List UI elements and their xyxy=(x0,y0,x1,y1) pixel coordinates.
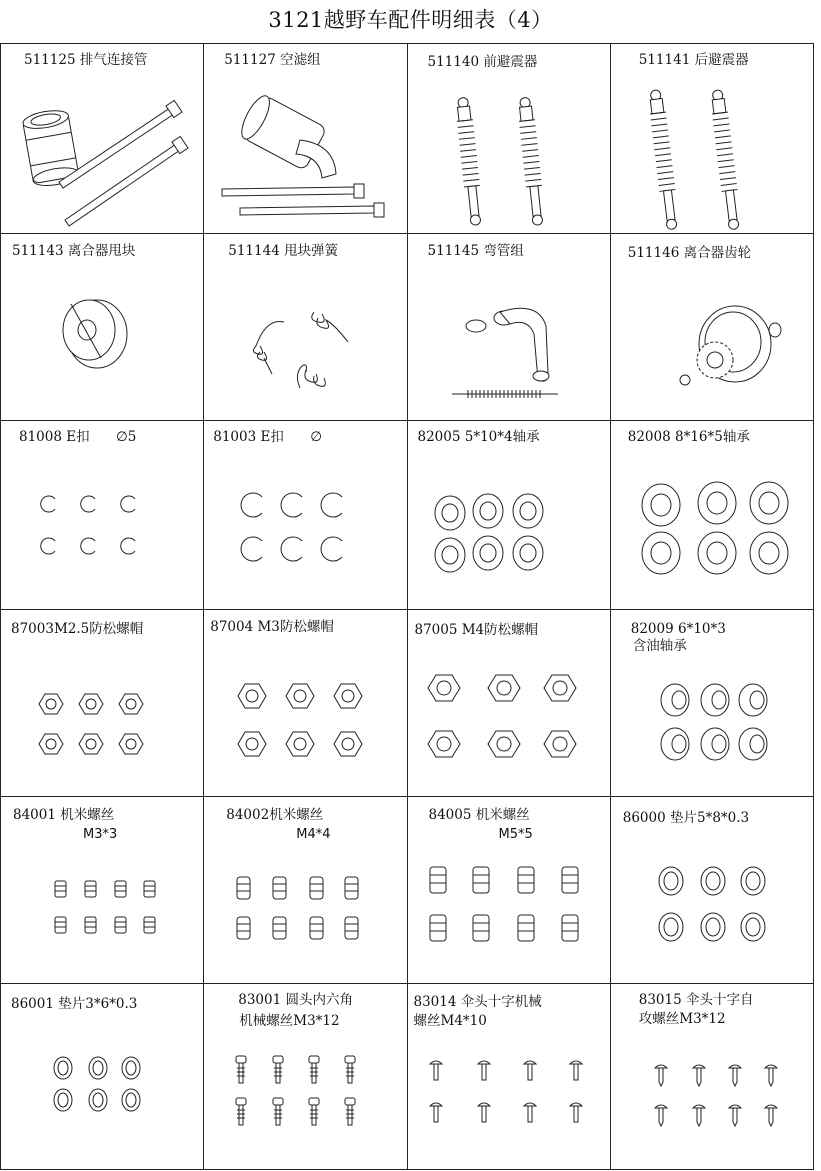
part-cell-84005 xyxy=(407,797,610,984)
bend-pipe-icon xyxy=(408,234,604,421)
part-cell-83015 xyxy=(610,984,813,1170)
part-label: 87004 M3防松螺帽 xyxy=(210,619,334,635)
lock-nut-icon xyxy=(1,610,197,797)
part-cell-511145 xyxy=(407,234,610,421)
clutch-spring-icon xyxy=(204,234,400,421)
set-screw-icon xyxy=(408,797,604,984)
part-sublabel: ∅ xyxy=(310,429,323,445)
umbrella-head-screw-icon xyxy=(408,984,604,1170)
clutch-bell-icon xyxy=(611,234,821,421)
part-label: 511141 后避震器 xyxy=(638,52,749,68)
washer-icon xyxy=(1,984,197,1170)
part-sublabel: ∅5 xyxy=(116,429,137,445)
part-label: 511146 离合器齿轮 xyxy=(627,245,752,261)
part-label: 84002机米螺丝 xyxy=(226,807,324,823)
part-cell-81003 xyxy=(204,421,407,610)
part-label: 82005 5*10*4轴承 xyxy=(417,429,540,445)
part-cell-511140 xyxy=(407,44,610,234)
part-label: 87003M2.5防松螺帽 xyxy=(11,621,144,637)
part-label: 87005 M4防松螺帽 xyxy=(414,622,539,638)
part-sublabel: M3*3 xyxy=(83,827,118,842)
part-label: 511140 前避震器 xyxy=(427,54,538,70)
part-sublabel: 攻螺丝M3*12 xyxy=(638,1011,726,1027)
part-label: 84001 机米螺丝 xyxy=(13,807,115,823)
lock-nut-icon xyxy=(204,610,400,797)
part-cell-82005 xyxy=(407,421,610,610)
part-cell-87004 xyxy=(204,610,407,797)
part-cell-83014 xyxy=(407,984,610,1170)
bearing-icon xyxy=(408,421,604,610)
exhaust-pipe-icon xyxy=(1,44,197,234)
part-cell-82008 xyxy=(610,421,813,610)
washer-icon xyxy=(611,797,821,984)
part-label: 511125 排气连接管 xyxy=(24,52,148,68)
part-sublabel: M5*5 xyxy=(498,827,533,842)
part-label: 86001 垫片3*6*0.3 xyxy=(11,996,138,1012)
bearing-icon xyxy=(611,421,821,610)
e-clip-icon xyxy=(204,421,400,610)
part-label: 81008 E扣 xyxy=(19,429,90,445)
e-clip-icon xyxy=(1,421,197,610)
part-cell-87003 xyxy=(1,610,204,797)
part-label: 511127 空滤组 xyxy=(224,52,321,68)
part-cell-511127 xyxy=(204,44,407,234)
part-cell-86000 xyxy=(610,797,813,984)
part-cell-87005 xyxy=(407,610,610,797)
part-sublabel: 机械螺丝M3*12 xyxy=(239,1013,340,1029)
part-label: 81003 E扣 xyxy=(213,429,284,445)
part-cell-84001 xyxy=(1,797,204,984)
part-cell-84002 xyxy=(204,797,407,984)
set-screw-icon xyxy=(204,797,400,984)
parts-table xyxy=(0,43,814,1170)
part-sublabel: 含油轴承 xyxy=(632,638,687,654)
part-cell-83001 xyxy=(204,984,407,1170)
page-title: 3121越野车配件明细表（4） xyxy=(268,8,553,32)
set-screw-icon xyxy=(1,797,197,984)
part-label: 511144 甩块弹簧 xyxy=(228,243,339,259)
part-cell-511125 xyxy=(1,44,204,234)
rear-shock-icon xyxy=(611,44,821,234)
part-label: 82009 6*10*3 xyxy=(630,621,726,637)
hex-socket-screw-icon xyxy=(204,984,400,1170)
lock-nut-icon xyxy=(408,610,604,797)
part-cell-511141 xyxy=(610,44,813,234)
part-label: 86000 垫片5*8*0.3 xyxy=(622,810,750,826)
oil-bushing-icon xyxy=(611,610,821,797)
part-label: 83001 圆头内六角 xyxy=(238,992,353,1008)
part-label: 84005 机米螺丝 xyxy=(428,807,530,823)
part-sublabel: 螺丝M4*10 xyxy=(413,1013,487,1029)
clutch-shoe-icon xyxy=(1,234,197,421)
part-cell-511146 xyxy=(610,234,813,421)
part-cell-511143 xyxy=(1,234,204,421)
part-sublabel: M4*4 xyxy=(296,827,331,842)
part-label: 511143 离合器甩块 xyxy=(12,243,136,259)
part-cell-81008 xyxy=(1,421,204,610)
part-label: 83014 伞头十字机械 xyxy=(413,994,542,1010)
part-cell-86001 xyxy=(1,984,204,1170)
part-label: 82008 8*16*5轴承 xyxy=(627,429,750,445)
part-label: 511145 弯管组 xyxy=(427,243,524,259)
front-shock-icon xyxy=(408,44,604,234)
part-cell-511144 xyxy=(204,234,407,421)
tapping-screw-icon xyxy=(611,984,821,1170)
air-filter-icon xyxy=(204,44,400,234)
part-label: 83015 伞头十字自 xyxy=(638,992,754,1008)
part-cell-82009 xyxy=(610,610,813,797)
